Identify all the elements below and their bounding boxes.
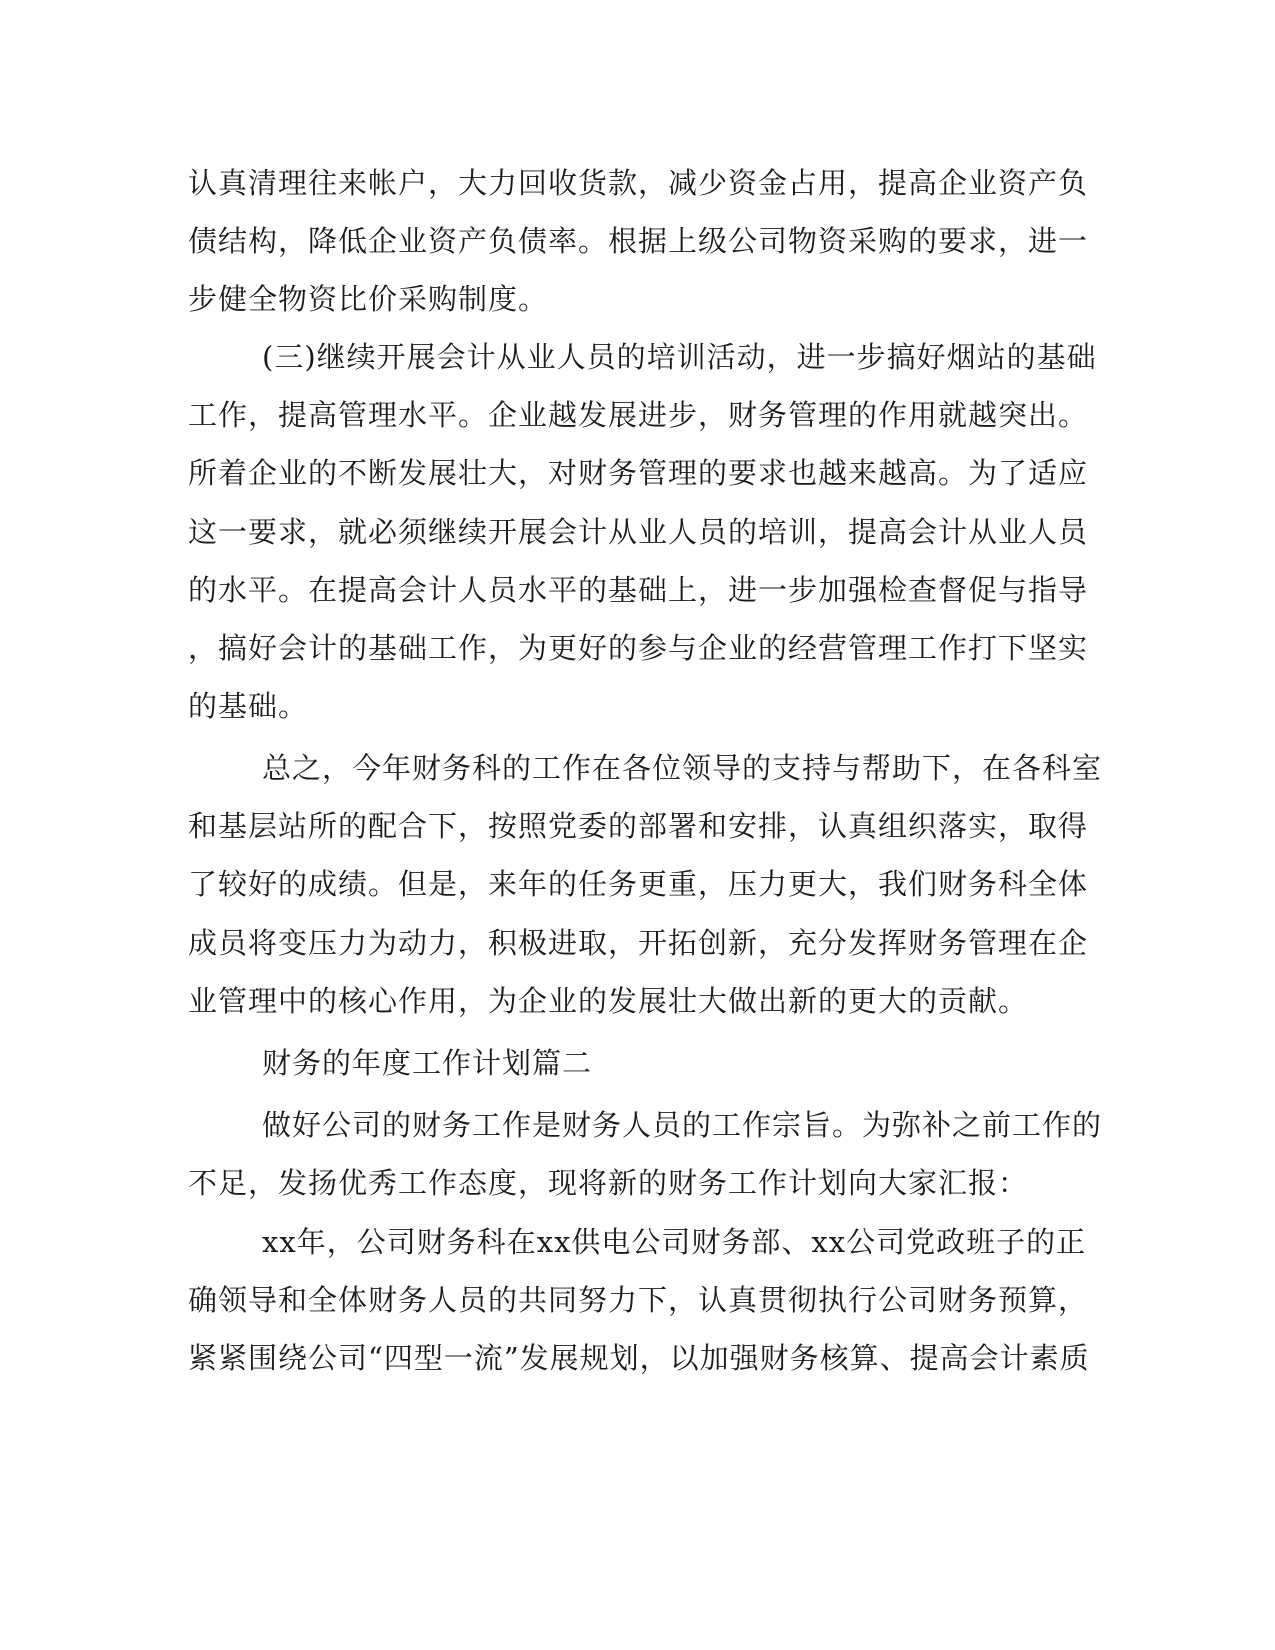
paragraph-line: 的水平。在提高会计人员水平的基础上，进一步加强检查督促与指导 [188,573,1089,607]
paragraph-line: 业管理中的核心作用，为企业的发展壮大做出新的更大的贡献。 [188,984,1029,1018]
paragraph-line: ，搞好会计的基础工作，为更好的参与企业的经营管理工作打下坚实 [188,631,1089,665]
paragraph-line: 紧紧围绕公司“四型一流”发展规划，以加强财务核算、提高会计素质 [188,1341,1090,1375]
paragraph-line: 总之，今年财务科的工作在各位领导的支持与帮助下，在各科室 [262,751,1103,785]
paragraph-line: 这一要求，就必须继续开展会计从业人员的培训，提高会计从业人员 [188,515,1089,549]
paragraph-line: 所着企业的不断发展壮大，对财务管理的要求也越来越高。为了适应 [188,456,1089,490]
paragraph-line: 确领导和全体财务人员的共同努力下，认真贯彻执行公司财务预算， [188,1283,1089,1317]
paragraph-line: (三)继续开展会计从业人员的培训活动，进一步搞好烟站的基础 [262,340,1097,374]
paragraph-line: 债结构，降低企业资产负债率。根据上级公司物资采购的要求，进一 [188,224,1089,258]
section-heading: 财务的年度工作计划篇二 [262,1046,593,1080]
paragraph-line: xx年，公司财务科在xx供电公司财务部、xx公司党政班子的正 [262,1225,1087,1259]
paragraph-line: 工作，提高管理水平。企业越发展进步，财务管理的作用就越突出。 [188,398,1089,432]
paragraph-line: 的基础。 [188,689,309,723]
paragraph-line: 做好公司的财务工作是财务人员的工作宗旨。为弥补之前工作的 [262,1108,1103,1142]
paragraph-line: 步健全物资比价采购制度。 [188,282,549,316]
paragraph-line: 认真清理往来帐户，大力回收货款，减少资金占用，提高企业资产负 [188,166,1089,200]
paragraph-line: 成员将变压力为动力，积极进取，开拓创新，充分发挥财务管理在企 [188,926,1089,960]
paragraph-line: 和基层站所的配合下，按照党委的部署和安排，认真组织落实，取得 [188,809,1089,843]
paragraph-line: 不足，发扬优秀工作态度，现将新的财务工作计划向大家汇报： [188,1166,1029,1200]
paragraph-line: 了较好的成绩。但是，来年的任务更重，压力更大，我们财务科全体 [188,867,1089,901]
